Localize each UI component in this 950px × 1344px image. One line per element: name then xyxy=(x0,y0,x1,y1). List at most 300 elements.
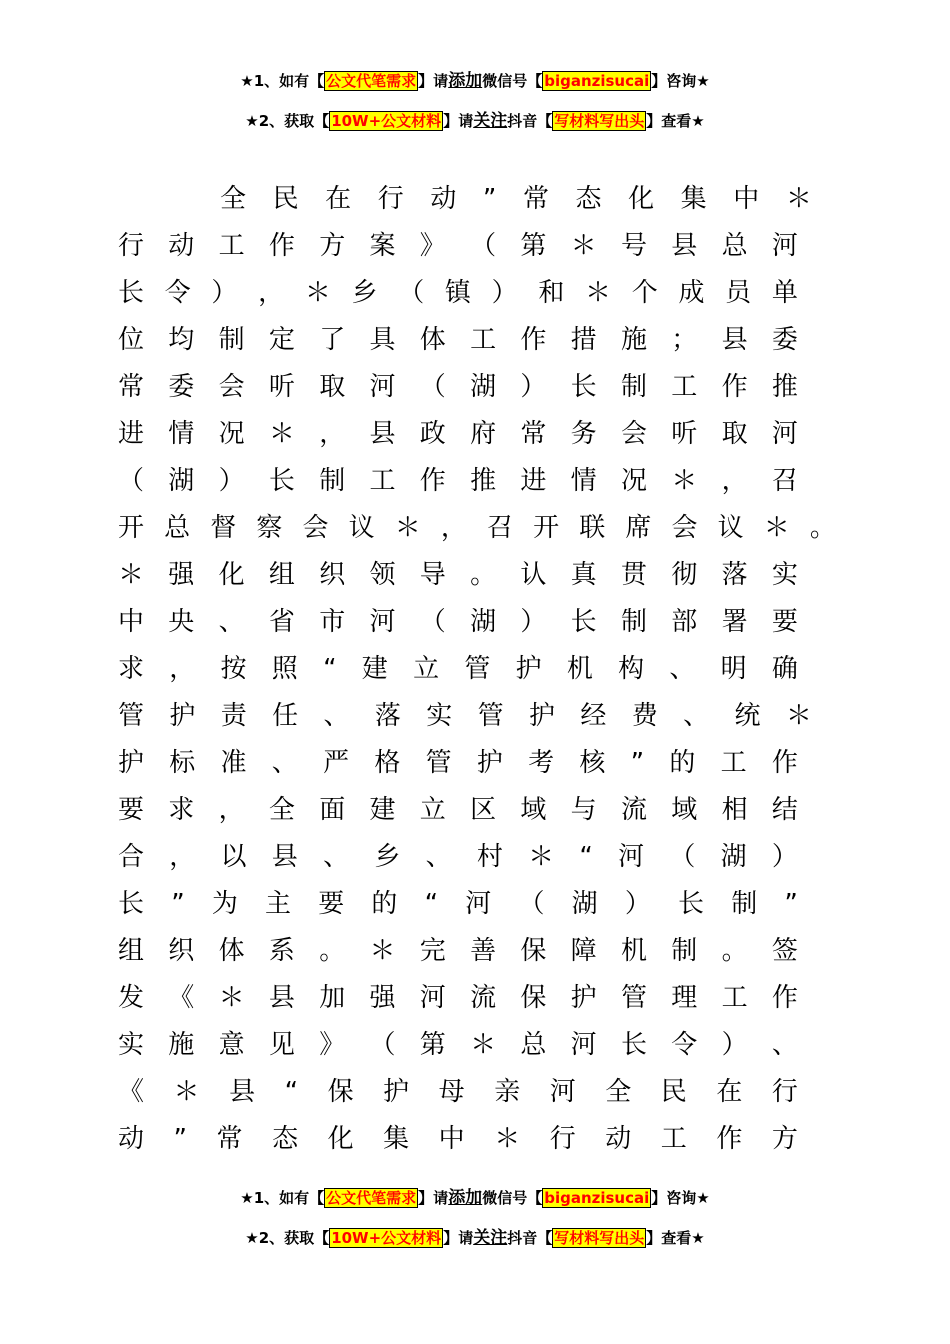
body-char: 在 xyxy=(716,1077,743,1107)
promo-text: 抖音【 xyxy=(507,1229,553,1247)
body-char: 议 xyxy=(717,513,744,543)
body-char: 第 xyxy=(520,231,547,261)
body-char: 管 xyxy=(425,748,452,778)
body-char: 村 xyxy=(476,842,503,872)
body-char: 府 xyxy=(470,419,497,449)
body-char: 行 xyxy=(377,184,404,214)
body-char: ＊ xyxy=(570,231,597,261)
body-char: 的 xyxy=(371,889,398,919)
body-line xyxy=(118,1069,798,1116)
body-char: ＊ xyxy=(785,184,812,214)
body-char: 区 xyxy=(470,795,497,825)
body-line xyxy=(118,787,798,834)
body-char: 听 xyxy=(268,372,295,402)
body-char: 理 xyxy=(671,983,698,1013)
body-char: 长 xyxy=(570,372,597,402)
body-char: 落 xyxy=(721,560,748,590)
promo-underline: 添加 xyxy=(448,71,483,91)
body-char: 河 xyxy=(419,983,446,1013)
body-char: （ xyxy=(369,1030,396,1060)
body-line xyxy=(118,552,798,599)
body-char: 取 xyxy=(319,372,346,402)
body-char: 意 xyxy=(218,1030,245,1060)
body-char: 面 xyxy=(319,795,346,825)
body-char: 实 xyxy=(426,701,453,731)
promo-text: ★2、获取【 xyxy=(245,112,330,130)
body-char: 推 xyxy=(470,466,497,496)
body-char: ， xyxy=(721,466,748,496)
body-char: 化 xyxy=(628,184,655,214)
body-char: 《 xyxy=(168,983,195,1013)
body-char: 。 xyxy=(809,513,836,543)
body-char: 主 xyxy=(265,889,292,919)
body-char: 取 xyxy=(721,419,748,449)
body-char: 长 xyxy=(570,607,597,637)
body-char: 方 xyxy=(771,1124,798,1154)
body-char: ） xyxy=(624,889,651,919)
body-char: 情 xyxy=(168,419,195,449)
body-char: ＊ xyxy=(218,983,245,1013)
body-char: （ xyxy=(398,278,425,308)
body-char: 求 xyxy=(118,654,145,684)
promo-text: 微信号【 xyxy=(482,1189,543,1207)
body-char: 、 xyxy=(218,607,245,637)
body-char: ＊ xyxy=(268,419,295,449)
body-char: 、 xyxy=(323,701,350,731)
body-char: 实 xyxy=(771,560,798,590)
body-char: 准 xyxy=(220,748,247,778)
body-char: 导 xyxy=(419,560,446,590)
body-char: 制 xyxy=(671,936,698,966)
body-char: 央 xyxy=(168,607,195,637)
body-char: 真 xyxy=(570,560,597,590)
body-char: 常 xyxy=(522,184,549,214)
body-char: 工 xyxy=(720,748,747,778)
body-char: 机 xyxy=(566,654,593,684)
body-line xyxy=(118,364,798,411)
body-char: 落 xyxy=(374,701,401,731)
body-char: 方 xyxy=(319,231,346,261)
body-char: 长 xyxy=(620,1030,647,1060)
body-char: ＊ xyxy=(671,466,698,496)
body-char: 召 xyxy=(487,513,514,543)
body-char: 、 xyxy=(669,654,696,684)
body-char: 核 xyxy=(579,748,606,778)
promo-highlight: 公文代笔需求 xyxy=(326,1189,417,1207)
body-char: 议 xyxy=(348,513,375,543)
body-char: 经 xyxy=(580,701,607,731)
body-char: ” xyxy=(630,748,645,778)
body-char: 常 xyxy=(216,1124,243,1154)
body-char: （ xyxy=(518,889,545,919)
header-promo-line-1 xyxy=(0,71,950,91)
body-char: ） xyxy=(520,372,547,402)
body-line xyxy=(118,505,836,552)
body-char: ） xyxy=(211,278,238,308)
promo-text: 】请 xyxy=(418,72,449,90)
body-line xyxy=(118,458,798,505)
body-line xyxy=(118,881,798,928)
body-char: 化 xyxy=(327,1124,354,1154)
body-char: 域 xyxy=(671,795,698,825)
body-char: 求 xyxy=(168,795,195,825)
body-char: 的 xyxy=(669,748,696,778)
body-char: 位 xyxy=(118,325,145,355)
promo-highlight: 10W+公文材料 xyxy=(331,1229,442,1247)
promo-underline: 关注 xyxy=(473,1228,508,1248)
body-char: 员 xyxy=(725,278,752,308)
body-char: 长 xyxy=(118,889,145,919)
body-char: 工 xyxy=(660,1124,687,1154)
body-char: 护 xyxy=(383,1077,410,1107)
body-char: 亲 xyxy=(494,1077,521,1107)
body-char: 流 xyxy=(620,795,647,825)
body-char: 开 xyxy=(118,513,145,543)
body-char: 护 xyxy=(169,701,196,731)
body-char: 集 xyxy=(680,184,707,214)
body-char: 署 xyxy=(721,607,748,637)
body-char: 化 xyxy=(218,560,245,590)
body-char: 第 xyxy=(419,1030,446,1060)
promo-text: ★1、如有【 xyxy=(240,72,325,90)
body-line xyxy=(220,176,812,223)
body-char: 县 xyxy=(721,325,748,355)
body-char: 作 xyxy=(268,231,295,261)
body-char: 全 xyxy=(220,184,247,214)
body-char: 会 xyxy=(302,513,329,543)
body-char: ； xyxy=(671,325,698,355)
body-char: 实 xyxy=(118,1030,145,1060)
body-char: 强 xyxy=(369,983,396,1013)
promo-underline: 添加 xyxy=(448,1188,483,1208)
body-char: 民 xyxy=(660,1077,687,1107)
promo-text: 】咨询★ xyxy=(651,72,710,90)
body-char: 长 xyxy=(118,278,145,308)
body-line xyxy=(118,411,798,458)
body-char: 护 xyxy=(118,748,145,778)
body-char: “ xyxy=(323,654,337,684)
body-char: 彻 xyxy=(671,560,698,590)
body-char: 全 xyxy=(605,1077,632,1107)
body-char: 管 xyxy=(620,983,647,1013)
body-char: 体 xyxy=(218,936,245,966)
body-char: 工 xyxy=(671,372,698,402)
body-char: 流 xyxy=(470,983,497,1013)
body-char: 了 xyxy=(319,325,346,355)
body-char: 要 xyxy=(118,795,145,825)
body-char: 严 xyxy=(323,748,350,778)
body-char: 作 xyxy=(520,325,547,355)
body-char: 市 xyxy=(319,607,346,637)
body-char: 责 xyxy=(220,701,247,731)
body-char: 河 xyxy=(465,889,492,919)
body-char: 工 xyxy=(369,466,396,496)
body-char: ） xyxy=(771,842,798,872)
body-line xyxy=(118,646,798,693)
body-char: 体 xyxy=(419,325,446,355)
body-char: 施 xyxy=(168,1030,195,1060)
body-char: 湖 xyxy=(470,607,497,637)
body-char: 作 xyxy=(771,748,798,778)
body-char: ＊ xyxy=(369,936,396,966)
body-char: 标 xyxy=(169,748,196,778)
body-char: ” xyxy=(173,1124,188,1154)
body-char: 务 xyxy=(570,419,597,449)
body-char: 委 xyxy=(771,325,798,355)
body-char: 保 xyxy=(520,936,547,966)
body-char: 合 xyxy=(118,842,145,872)
promo-text: 】请 xyxy=(418,1189,449,1207)
body-char: ） xyxy=(218,466,245,496)
body-line xyxy=(118,928,798,975)
body-char: 会 xyxy=(218,372,245,402)
body-char: 制 xyxy=(620,607,647,637)
body-char: 加 xyxy=(319,983,346,1013)
body-char: 案 xyxy=(369,231,396,261)
body-line xyxy=(118,223,798,270)
promo-highlight: biganzisucai xyxy=(544,1189,650,1207)
promo-highlight: 写材料写出头 xyxy=(554,112,645,130)
body-char: 组 xyxy=(268,560,295,590)
body-char: 作 xyxy=(419,466,446,496)
body-char: 确 xyxy=(771,654,798,684)
body-char: 格 xyxy=(374,748,401,778)
promo-highlight: biganzisucai xyxy=(544,72,650,90)
body-char: “ xyxy=(284,1077,299,1107)
footer-promo-line-2 xyxy=(0,1228,950,1248)
body-char: 令 xyxy=(164,278,191,308)
body-char: 障 xyxy=(570,936,597,966)
body-char: 河 xyxy=(771,231,798,261)
body-char: 县 xyxy=(271,842,298,872)
body-char: 河 xyxy=(771,419,798,449)
body-char: 织 xyxy=(168,936,195,966)
body-char: 镇 xyxy=(444,278,471,308)
body-line xyxy=(118,317,798,364)
body-char: 。 xyxy=(319,936,346,966)
body-char: 督 xyxy=(210,513,237,543)
body-char: 乡 xyxy=(351,278,378,308)
body-char: 以 xyxy=(220,842,247,872)
body-char: 总 xyxy=(164,513,191,543)
body-char: 中 xyxy=(118,607,145,637)
body-char: 号 xyxy=(620,231,647,261)
body-char: ＊ xyxy=(763,513,790,543)
promo-text: ★2、获取【 xyxy=(245,1229,330,1247)
body-char: 贯 xyxy=(620,560,647,590)
body-char: 中 xyxy=(733,184,760,214)
body-char: 系 xyxy=(268,936,295,966)
body-char: 河 xyxy=(369,372,396,402)
body-char: “ xyxy=(424,889,439,919)
body-char: 照 xyxy=(271,654,298,684)
body-char: 湖 xyxy=(470,372,497,402)
promo-text: ★1、如有【 xyxy=(240,1189,325,1207)
body-char: ） xyxy=(520,607,547,637)
body-char: 动 xyxy=(605,1124,632,1154)
body-char: 强 xyxy=(168,560,195,590)
body-char: 总 xyxy=(721,231,748,261)
body-char: 察 xyxy=(256,513,283,543)
body-char: 、 xyxy=(683,701,710,731)
body-char: 、 xyxy=(771,1030,798,1060)
body-char: ＊ xyxy=(118,560,145,590)
promo-underline: 关注 xyxy=(473,111,508,131)
body-char: （ xyxy=(669,842,696,872)
body-char: 县 xyxy=(671,231,698,261)
body-char: ） xyxy=(721,1030,748,1060)
body-char: 县 xyxy=(229,1077,256,1107)
body-char: 长 xyxy=(678,889,705,919)
body-char: 县 xyxy=(268,983,295,1013)
body-char: 构 xyxy=(618,654,645,684)
body-char: 作 xyxy=(771,983,798,1013)
body-char: 委 xyxy=(168,372,195,402)
body-char: 河 xyxy=(369,607,396,637)
body-char: 、 xyxy=(323,842,350,872)
body-line xyxy=(118,693,812,740)
body-char: 要 xyxy=(318,889,345,919)
body-char: 省 xyxy=(268,607,295,637)
body-char: 见 xyxy=(268,1030,295,1060)
promo-text: 】咨询★ xyxy=(651,1189,710,1207)
body-char: 湖 xyxy=(168,466,195,496)
body-char: ” xyxy=(171,889,185,919)
body-char: 工 xyxy=(218,231,245,261)
body-char: 召 xyxy=(771,466,798,496)
body-char: 保 xyxy=(327,1077,354,1107)
body-char: 签 xyxy=(771,936,798,966)
body-char: （ xyxy=(419,607,446,637)
body-char: 行 xyxy=(771,1077,798,1107)
body-line xyxy=(118,834,798,881)
body-char: 常 xyxy=(520,419,547,449)
body-char: 开 xyxy=(533,513,560,543)
body-char: 组 xyxy=(118,936,145,966)
promo-text: 抖音【 xyxy=(507,112,553,130)
body-char: 常 xyxy=(118,372,145,402)
body-char: 湖 xyxy=(571,889,598,919)
body-char: 县 xyxy=(369,419,396,449)
body-char: 相 xyxy=(721,795,748,825)
body-char: 考 xyxy=(528,748,555,778)
body-char: 、 xyxy=(271,748,298,778)
body-char: 施 xyxy=(620,325,647,355)
body-char: 进 xyxy=(520,466,547,496)
body-char: 保 xyxy=(520,983,547,1013)
body-char: 湖 xyxy=(720,842,747,872)
body-char: 》 xyxy=(419,231,446,261)
body-char: 推 xyxy=(771,372,798,402)
body-char: 为 xyxy=(211,889,238,919)
body-line xyxy=(118,1116,798,1163)
body-char: 部 xyxy=(671,607,698,637)
body-char: 领 xyxy=(369,560,396,590)
body-char: 单 xyxy=(771,278,798,308)
body-char: 乡 xyxy=(374,842,401,872)
promo-text: 】请 xyxy=(443,1229,474,1247)
body-char: 河 xyxy=(570,1030,597,1060)
body-char: 工 xyxy=(721,983,748,1013)
body-char: 制 xyxy=(620,372,647,402)
promo-highlight: 公文代笔需求 xyxy=(326,72,417,90)
body-char: 会 xyxy=(620,419,647,449)
body-char: 统 xyxy=(734,701,761,731)
body-char: ＊ xyxy=(494,1124,521,1154)
promo-highlight: 10W+公文材料 xyxy=(331,112,442,130)
body-line xyxy=(118,1022,798,1069)
body-char: 发 xyxy=(118,983,145,1013)
body-char: 结 xyxy=(771,795,798,825)
body-char: 立 xyxy=(419,795,446,825)
body-char: （ xyxy=(118,466,145,496)
promo-text: 】查看★ xyxy=(646,112,705,130)
body-char: 立 xyxy=(413,654,440,684)
body-char: 与 xyxy=(570,795,597,825)
body-char: 认 xyxy=(520,560,547,590)
body-char: 管 xyxy=(464,654,491,684)
body-char: ” xyxy=(784,889,798,919)
body-char: “ xyxy=(579,842,593,872)
body-char: 况 xyxy=(218,419,245,449)
body-char: 全 xyxy=(268,795,295,825)
body-char: 河 xyxy=(549,1077,576,1107)
body-char: 联 xyxy=(579,513,606,543)
body-char: 情 xyxy=(570,466,597,496)
body-char: ＊ xyxy=(585,278,612,308)
body-char: 、 xyxy=(425,842,452,872)
body-char: 河 xyxy=(618,842,645,872)
body-char: ＊ xyxy=(304,278,331,308)
body-char: 动 xyxy=(118,1124,145,1154)
body-char: （ xyxy=(470,231,497,261)
body-char: 总 xyxy=(520,1030,547,1060)
body-char: 长 xyxy=(268,466,295,496)
promo-text: 】请 xyxy=(443,112,474,130)
body-char: ＊ xyxy=(785,701,812,731)
body-char: 民 xyxy=(272,184,299,214)
body-line xyxy=(118,270,798,317)
body-char: 善 xyxy=(470,936,497,966)
body-char: 制 xyxy=(731,889,758,919)
body-char: 中 xyxy=(438,1124,465,1154)
body-line xyxy=(118,599,798,646)
promo-text: 微信号【 xyxy=(482,72,543,90)
body-char: 母 xyxy=(438,1077,465,1107)
body-char: 在 xyxy=(325,184,352,214)
body-char: 要 xyxy=(771,607,798,637)
body-char: 态 xyxy=(272,1124,299,1154)
footer-promo-line-1 xyxy=(0,1188,950,1208)
body-char: 听 xyxy=(671,419,698,449)
body-line xyxy=(118,740,798,787)
body-char: 完 xyxy=(419,936,446,966)
body-char: 会 xyxy=(671,513,698,543)
body-char: 和 xyxy=(538,278,565,308)
body-char: 个 xyxy=(631,278,658,308)
body-char: （ xyxy=(419,372,446,402)
header-promo-line-2 xyxy=(0,111,950,131)
body-char: 织 xyxy=(319,560,346,590)
body-char: ， xyxy=(169,654,196,684)
body-char: 明 xyxy=(720,654,747,684)
promo-text: 】查看★ xyxy=(646,1229,705,1247)
body-char: 。 xyxy=(721,936,748,966)
body-char: 机 xyxy=(620,936,647,966)
body-char: ） xyxy=(491,278,518,308)
body-char: ， xyxy=(218,795,245,825)
body-char: 措 xyxy=(570,325,597,355)
